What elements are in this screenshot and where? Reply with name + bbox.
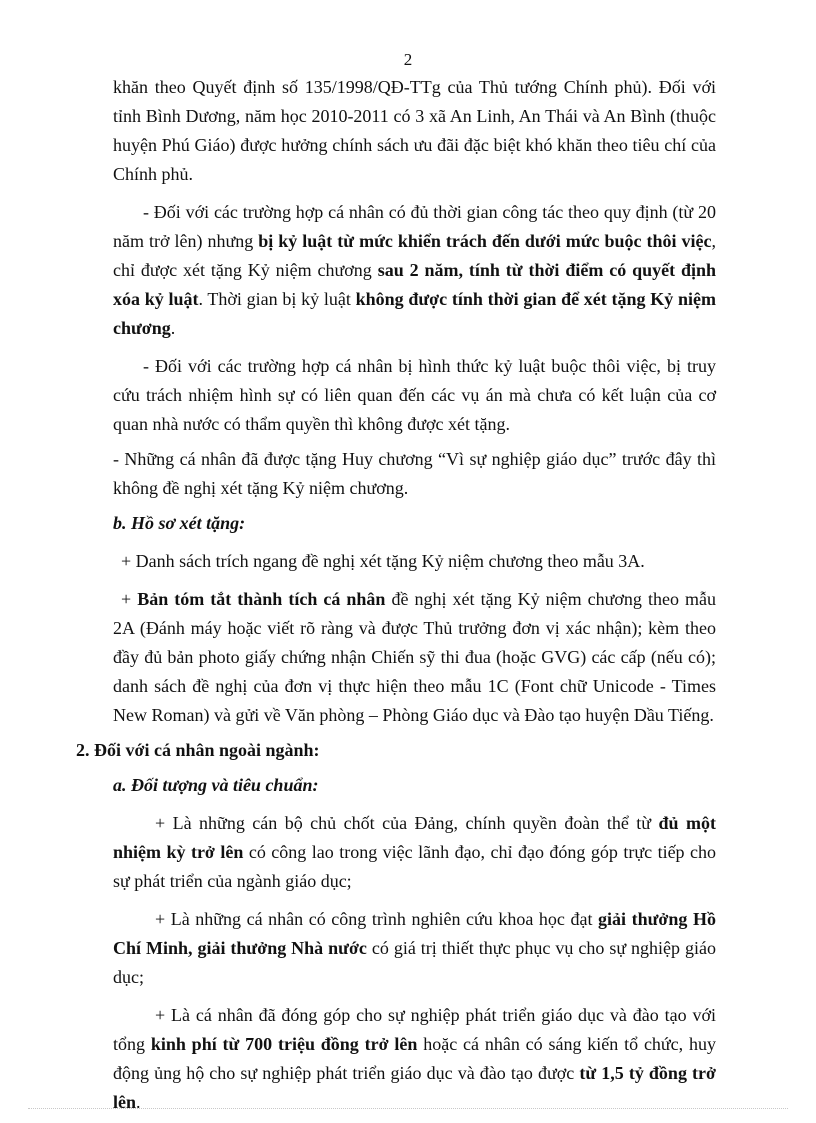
paragraph-research-awards: + Là những cá nhân có công trình nghiên cứu khoa học đạt giải thưởng Hồ Chí Minh, giải thưởng Nhà nước có giá trị thiết thực phục vụ cho sự nghiệp giáo dục; bbox=[113, 909, 716, 987]
heading-criteria: a. Đối tượng và tiêu chuẩn: bbox=[113, 775, 319, 795]
paragraph-previous-medal: - Những cá nhân đã được tặng Huy chương “Vì sự nghiệp giáo dục” trước đây thì không đề nghị xét tặng Kỷ niệm chương. bbox=[113, 449, 716, 498]
paragraph-party-officials: + Là những cán bộ chủ chốt của Đảng, chính quyền đoàn thể từ đủ một nhiệm kỳ trở lên có công lao trong việc lãnh đạo, chỉ đạo đóng góp trực tiếp cho sự phát triển của ngành giáo dục; bbox=[113, 813, 717, 891]
paragraph-achievement-summary: + Bản tóm tắt thành tích cá nhân đề nghị xét tặng Kỷ niệm chương theo mẫu 2A (Đánh máy hoặc viết rõ ràng và được Thủ trưởng đơn vị xác nhận); kèm theo đầy đủ bản photo giấy chứng nhận Chiến sỹ thi đua (hoặc GVG) các cấp (nếu có); danh sách đề nghị của đơn vị thực hiện theo mẫu 1C (Font chữ Unicode - Times New Roman) và gửi về Văn phòng – Phòng Giáo dục và Đào tạo huyện Dầu Tiếng. bbox=[113, 589, 716, 725]
paragraph-dismissed-individuals: - Đối với các trường hợp cá nhân bị hình thức kỷ luật buộc thôi việc, bị truy cứu trách nhiệm hình sự có liên quan đến các vụ án mà chưa có kết luận của cơ quan nhà nước có thẩm quyền thì không được xét tặng. bbox=[113, 356, 716, 434]
paragraph-list-form-3a: + Danh sách trích ngang đề nghị xét tặng Kỷ niệm chương theo mẫu 3A. bbox=[121, 551, 645, 571]
page-bottom-divider bbox=[28, 1108, 788, 1109]
paragraph-disciplined-individuals: - Đối với các trường hợp cá nhân có đủ thời gian công tác theo quy định (từ 20 năm trở lên) nhưng bị kỷ luật từ mức khiển trách đến dưới mức buộc thôi việc, chỉ được xét tặng Kỷ niệm chương sau 2 năm, tính từ thời điểm có quyết định xóa kỷ luật. Thời gian bị kỷ luật không được tính thời gian để xét tặng Kỷ niệm chương. bbox=[113, 202, 717, 338]
paragraph-donations: + Là cá nhân đã đóng góp cho sự nghiệp phát triển giáo dục và đào tạo với tổng kinh phí từ 700 triệu đồng trở lên hoặc cá nhân có sáng kiến tổ chức, huy động ủng hộ cho sự nghiệp phát triển giáo dục và đào tạo được từ 1,5 tỷ đồng trở lên. bbox=[113, 1005, 716, 1112]
paragraph-poor-communes: khăn theo Quyết định số 135/1998/QĐ-TTg của Thủ tướng Chính phủ). Đối với tỉnh Bình Dương, năm học 2010-2011 có 3 xã An Linh, An Thái và An Bình (thuộc huyện Phú Giáo) được hưởng chính sách ưu đãi đặc biệt khó khăn theo tiêu chí của Chính phủ. bbox=[113, 77, 716, 184]
document-body bbox=[76, 73, 717, 1117]
page-number: 2 bbox=[403, 50, 413, 69]
heading-outside-sector: 2. Đối với cá nhân ngoài ngành: bbox=[76, 740, 320, 760]
heading-dossier: b. Hồ sơ xét tặng: bbox=[113, 513, 246, 533]
